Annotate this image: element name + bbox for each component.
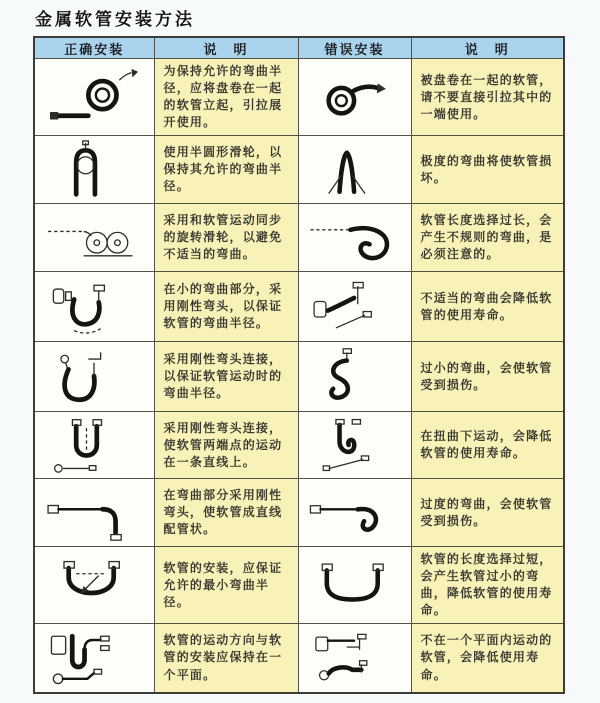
table-row	[34, 342, 564, 412]
wrong-description: 极度的弯曲将使软管损坏。	[411, 136, 564, 204]
table-row	[34, 479, 564, 547]
installation-table	[33, 36, 565, 694]
wrong-description: 在扭曲下运动，会降低软管的使用寿命。	[411, 412, 564, 479]
coiled-hose-pulled-icon	[305, 67, 405, 127]
header-row	[34, 37, 564, 59]
semicircular-pulley-icon	[42, 140, 146, 200]
wrong-illustration-cell	[298, 342, 411, 412]
rigid-elbow-small-bend-icon	[42, 276, 146, 338]
header-correct-install: 正确安装	[34, 37, 154, 59]
hose-too-short-icon	[305, 555, 405, 615]
wrong-description: 软管的长度选择过短，会产生软管过小的弯曲，降低软管的使用寿命。	[411, 547, 564, 624]
table-row	[34, 136, 564, 204]
correct-illustration-cell	[34, 412, 154, 479]
correct-description: 在小的弯曲部分，采用刚性弯头，以保证软管的弯曲半径。	[154, 272, 298, 342]
non-planar-motion-icon	[305, 628, 405, 688]
correct-description: 采用刚性弯头连接，以保证软管运动时的弯曲半径。	[154, 342, 298, 412]
correct-illustration-cell	[34, 547, 154, 624]
correct-illustration-cell	[34, 479, 154, 547]
hose-too-long-icon	[305, 208, 405, 268]
correct-description: 在弯曲部分采用刚性弯头，使软管成直线配管状。	[154, 479, 298, 547]
wrong-description: 被盘卷在一起的软管，请不要直接引拉其中的一端使用。	[411, 59, 564, 136]
single-plane-motion-icon	[42, 627, 146, 689]
coiled-hose-upright-icon	[42, 67, 146, 127]
wrong-illustration-cell	[298, 272, 411, 342]
wrong-illustration-cell	[298, 412, 411, 479]
header-wrong-description: 说 明	[411, 37, 564, 59]
min-bend-radius-icon	[42, 555, 146, 615]
correct-illustration-cell	[34, 342, 154, 412]
wrong-description: 不在一个平面内运动的软管，会降低使用寿命。	[411, 624, 564, 693]
synchronized-pulleys-icon	[42, 208, 146, 268]
wrong-illustration-cell	[298, 624, 411, 693]
correct-illustration-cell	[34, 136, 154, 204]
wrong-description: 过度的弯曲，会使软管受到损伤。	[411, 479, 564, 547]
wrong-illustration-cell	[298, 136, 411, 204]
wrong-description: 不适当的弯曲会降低软管的使用寿命。	[411, 272, 564, 342]
correct-description: 为保持允许的弯曲半径，应将盘卷在一起的软管立起，引拉展开使用。	[154, 59, 298, 136]
too-small-bend-icon	[305, 347, 405, 407]
table-row	[34, 624, 564, 693]
wrong-description: 过小的弯曲，会使软管受到损伤。	[411, 342, 564, 412]
correct-description: 软管的运动方向与软管的安装应保持在一个平面。	[154, 624, 298, 693]
correct-illustration-cell	[34, 272, 154, 342]
extreme-bend-icon	[305, 140, 405, 200]
header-correct-description: 说 明	[154, 37, 298, 59]
correct-illustration-cell	[34, 59, 154, 136]
inline-endpoints-icon	[42, 415, 146, 475]
wrong-description: 软管长度选择过长，会产生不规则的弯曲，是必须注意的。	[411, 204, 564, 272]
straight-piping-elbow-icon	[42, 483, 146, 543]
table-row	[34, 547, 564, 624]
twisted-motion-icon	[305, 415, 405, 475]
correct-description: 使用半圆形滑轮，以保持其允许的弯曲半径。	[154, 136, 298, 204]
page-title: 金属软管安装方法	[35, 10, 195, 30]
header-wrong-install: 错误安装	[298, 37, 411, 59]
table-row	[34, 412, 564, 479]
correct-description: 软管的安装，应保证允许的最小弯曲半径。	[154, 547, 298, 624]
rigid-elbow-connection-icon	[42, 346, 146, 408]
table-row	[34, 204, 564, 272]
excessive-bend-icon	[305, 483, 405, 543]
correct-description: 采用刚性弯头连接，使软管两端点的运动在一条直线上。	[154, 412, 298, 479]
wrong-illustration-cell	[298, 479, 411, 547]
wrong-illustration-cell	[298, 59, 411, 136]
table-row	[34, 272, 564, 342]
correct-illustration-cell	[34, 204, 154, 272]
wrong-illustration-cell	[298, 204, 411, 272]
improper-bend-icon	[305, 277, 405, 337]
correct-description: 采用和软管运动同步的旋转滑轮，以避免不适当的弯曲。	[154, 204, 298, 272]
wrong-illustration-cell	[298, 547, 411, 624]
table-row	[34, 59, 564, 136]
correct-illustration-cell	[34, 624, 154, 693]
